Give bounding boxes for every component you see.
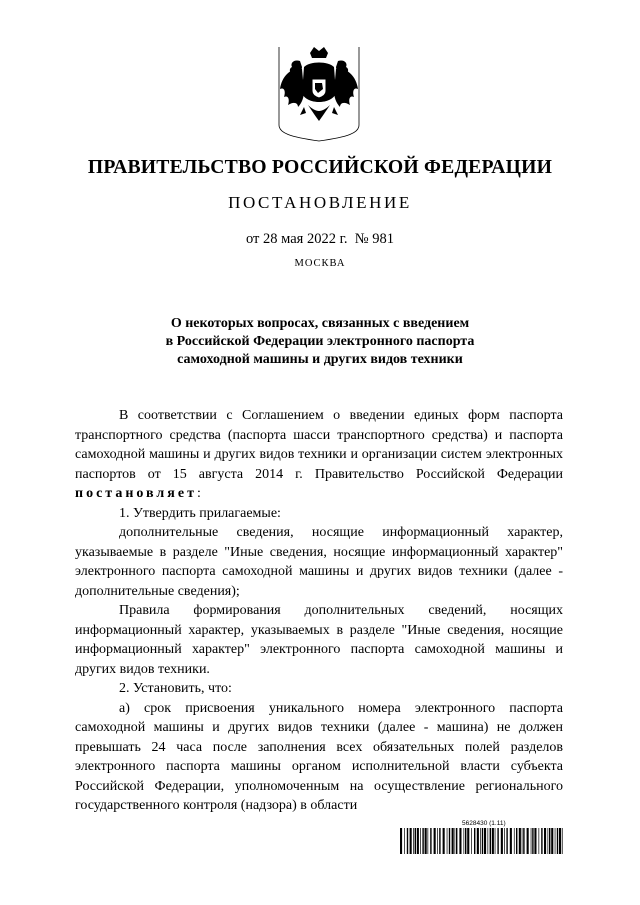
- title-line-3: самоходной машины и других видов техники: [177, 352, 463, 367]
- organization-heading: ПРАВИТЕЛЬСТВО РОССИЙСКОЙ ФЕДЕРАЦИИ: [87, 156, 553, 178]
- preamble-text: В соответствии с Соглашением о введении единых форм паспорта транспортного средства (паспорта шасси транспортного средства) и паспорта самоходной машины и других видов техники и организации систем электронных паспортов от 15 августа 2014 г. Правительство Российской Федерации: [75, 408, 563, 482]
- paragraph-item-2a: а) срок присвоения уникального номера электронного паспорта самоходной машины и других видов техники (далее - машина) не должен превышать 24 часа после заполнения всех обязательных полей разделов электронного паспорта машины органом исполнительной власти субъекта Российской Федерации, уполномоченным на осуществление регионального государственного контроля (надзора) в области: [75, 700, 563, 813]
- document-code: 5628430 (1.11): [462, 820, 506, 827]
- document-title: [120, 315, 520, 369]
- paragraph-item-1: 1. Утвердить прилагаемые:: [119, 505, 281, 521]
- date-and-number: от 28 мая 2022 г. № 981: [246, 231, 394, 247]
- barcode-icon: [400, 828, 564, 854]
- resolves-word: постановляет: [75, 486, 197, 501]
- paragraph-rules: Правила формирования дополнительных сведений, носящих информационный характер, указываемых в разделе "Иные сведения, носящие информационный характер" электронного паспорта самоходной машины и других видов техники.: [75, 603, 563, 677]
- document-body: [75, 406, 563, 816]
- coat-of-arms-icon: [276, 45, 362, 143]
- paragraph-additional-info: дополнительные сведения, носящие информационный характер, указываемые в разделе "Иные сведения, носящие информационный характер" электронного паспорта самоходной машины и других видов техники (далее - дополнительные сведения);: [75, 525, 563, 599]
- city-name: МОСКВА: [294, 258, 346, 269]
- title-line-1: О некоторых вопросах, связанных с введением: [170, 316, 470, 331]
- preamble-colon: :: [196, 486, 201, 501]
- title-line-2: в Российской Федерации электронного паспорта: [165, 334, 475, 349]
- document-type: ПОСТАНОВЛЕНИЕ: [228, 193, 412, 212]
- paragraph-item-2: 2. Установить, что:: [119, 681, 232, 696]
- paragraph-preamble: [75, 406, 563, 504]
